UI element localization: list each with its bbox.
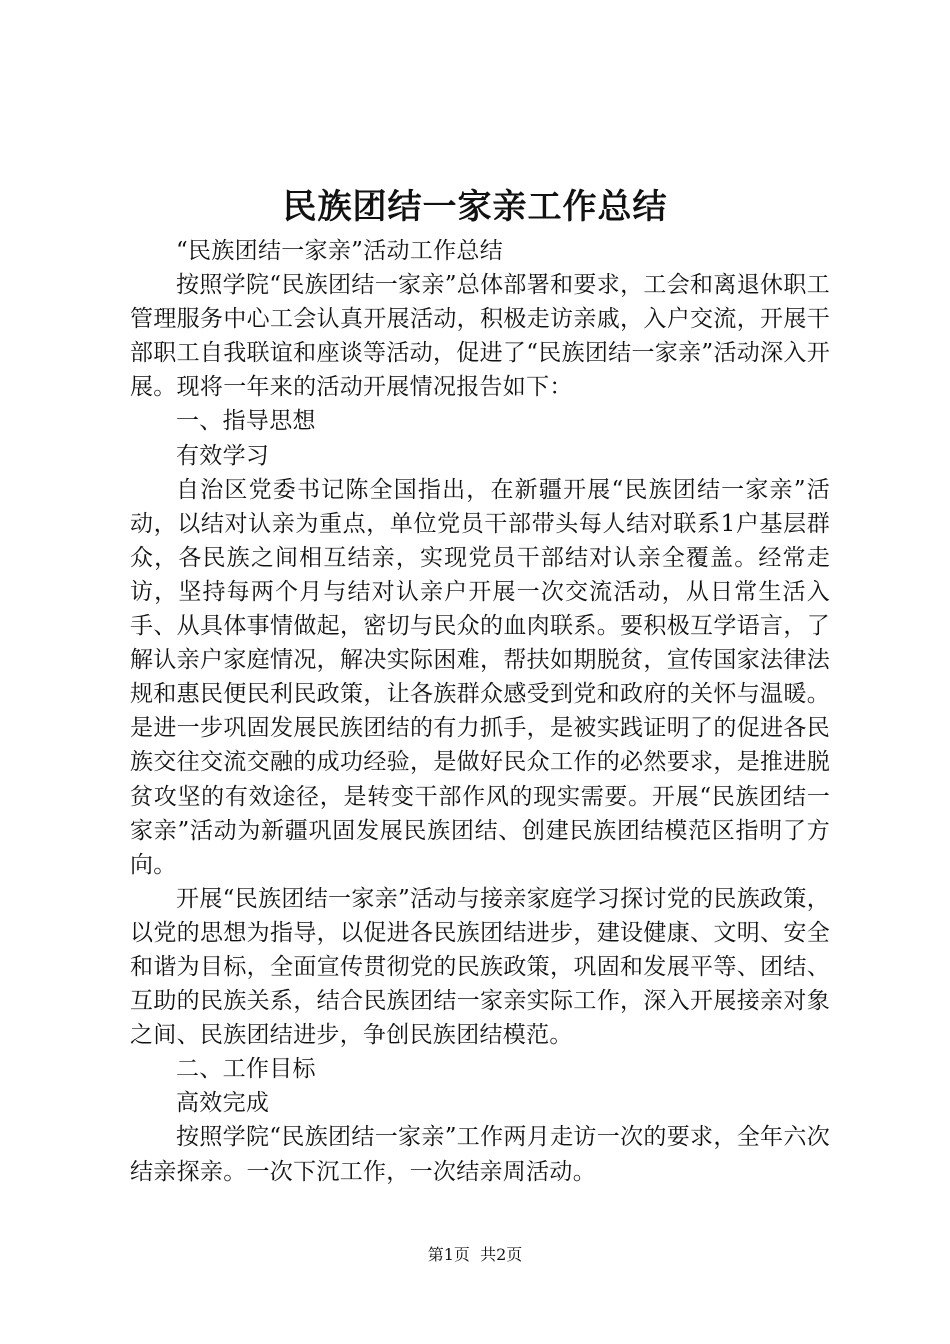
page-number: 第1页 <box>427 1245 470 1264</box>
section-heading-2: 二、工作目标 <box>176 1056 316 1083</box>
paragraph-body-2: 开展“民族团结一家亲”活动与接亲家庭学习探讨党的民族政策，以党的思想为指导，以促进各民族团结进步，建设健康、文明、安全和谐为目标，全面宣传贯彻党的民族政策，巩固和发展平等、团结、互助的民族关系，结合民族团结一家亲实际工作，深入开展接亲对象之间、民族团结进步，争创民族团结模范。 <box>130 885 830 1049</box>
paragraph-body-3: 按照学院“民族团结一家亲”工作两月走访一次的要求，全年六次结亲探亲。一次下沉工作，一次结亲周活动。 <box>130 1124 830 1185</box>
document-body <box>130 234 830 1189</box>
section-heading-1: 一、指导思想 <box>176 408 316 435</box>
page-footer <box>0 1243 950 1267</box>
subheading-1: 有效学习 <box>176 442 270 469</box>
paragraph-body-1: 自治区党委书记陈全国指出，在新疆开展“民族团结一家亲”活动，以结对认亲为重点，单位党员干部带头每人结对联系1户基层群众，各民族之间相互结亲，实现党员干部结对认亲全覆盖。经常走访，坚持每两个月与结对认亲户开展一次交流活动，从日常生活入手、从具体事情做起，密切与民众的血肉联系。要积极互学语言，了解认亲户家庭情况，解决实际困难，帮扶如期脱贫，宣传国家法律法规和惠民便民利民政策，让各族群众感受到党和政府的关怀与温暖。是进一步巩固发展民族团结的有力抓手，是被实践证明了的促进各民族交往交流交融的成功经验，是做好民众工作的必然要求，是推进脱贫攻坚的有效途径，是转变干部作风的现实需要。开展“民族团结一家亲”活动为新疆巩固发展民族团结、创建民族团结模范区指明了方向。 <box>130 476 830 878</box>
subheading-2: 高效完成 <box>176 1090 270 1117</box>
document-title: 民族团结一家亲工作总结 <box>282 187 668 227</box>
paragraph-intro: 按照学院“民族团结一家亲”总体部署和要求，工会和离退休职工管理服务中心工会认真开展活动，积极走访亲戚，入户交流，开展干部职工自我联谊和座谈等活动，促进了“民族团结一家亲”活动深入开展。现将一年来的活动开展情况报告如下： <box>130 272 830 401</box>
page-total: 共2页 <box>480 1245 523 1264</box>
paragraph-subtitle: “民族团结一家亲”活动工作总结 <box>176 238 504 264</box>
